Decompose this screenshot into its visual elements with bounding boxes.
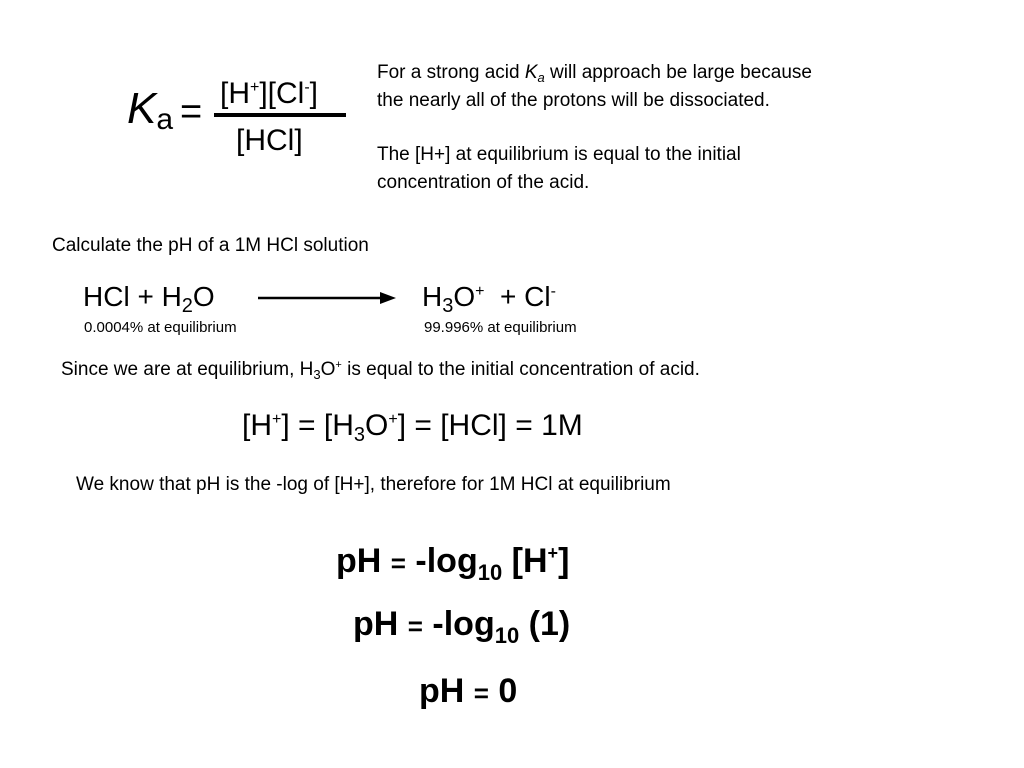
since-statement bbox=[61, 356, 700, 384]
ka-equals-sign: = bbox=[180, 91, 203, 133]
numerator-h-open: [H bbox=[220, 77, 250, 110]
ph-definition-statement: We know that pH is the -log of [H+], therefore for 1M HCl at equilibrium bbox=[76, 474, 671, 495]
ka-denominator: [HCl] bbox=[236, 124, 303, 157]
problem-prompt: Calculate the pH of a 1M HCl solution bbox=[52, 235, 369, 256]
numerator-cl-mid: ][Cl bbox=[259, 77, 305, 110]
ph-step-1-base: 10 bbox=[477, 560, 503, 585]
ph-step-2-arg: (1) bbox=[519, 605, 571, 643]
ph-step-3-result: 0 bbox=[488, 672, 518, 710]
ph-step-3-ph: pH bbox=[419, 672, 474, 710]
equality-end: ] = [HCl] = 1M bbox=[397, 409, 583, 442]
note-ka-k: K bbox=[524, 62, 538, 83]
ph-step-1-arg-close: ] bbox=[558, 542, 570, 580]
note-equilibrium-line2: concentration of the acid. bbox=[377, 172, 590, 193]
note-strong-acid-part1: For a strong acid bbox=[377, 62, 525, 83]
ka-k: K bbox=[127, 84, 157, 133]
ph-step-3-eq: = bbox=[473, 678, 489, 708]
product-h: H bbox=[422, 281, 443, 312]
ph-step-2-base: 10 bbox=[494, 623, 520, 648]
equality-o: O bbox=[365, 409, 389, 442]
equality-mid: ] = [H bbox=[281, 409, 354, 442]
note-strong-acid-line2: the nearly all of the protons will be dissociated. bbox=[377, 90, 770, 111]
products bbox=[422, 280, 556, 317]
equality-sub3: 3 bbox=[353, 424, 365, 446]
product-chloride: + Cl bbox=[484, 281, 551, 312]
reactant-water-o: O bbox=[192, 281, 215, 312]
since-plus: + bbox=[335, 359, 342, 371]
reaction-arrow bbox=[256, 288, 396, 308]
ph-step-1-ph: pH bbox=[336, 542, 391, 580]
equality-h-open: [H bbox=[242, 409, 272, 442]
ka-numerator bbox=[220, 70, 318, 112]
product-chloride-charge: - bbox=[550, 283, 556, 300]
ka-subscript: a bbox=[156, 103, 174, 136]
fraction-bar bbox=[214, 113, 346, 117]
ph-step-1-plus: + bbox=[547, 543, 559, 563]
product-h3-sub: 3 bbox=[442, 295, 454, 317]
equality-o-plus: + bbox=[388, 411, 398, 428]
numerator-cl-charge: - bbox=[304, 79, 310, 96]
note-strong-acid-part2: will approach be large because bbox=[544, 62, 812, 83]
since-sub3: 3 bbox=[313, 367, 321, 382]
product-o: O bbox=[453, 281, 476, 312]
reactant-percent: 0.0004% at equilibrium bbox=[84, 319, 237, 336]
ph-step-1-log: -log bbox=[405, 542, 478, 580]
ph-step-1-eq: = bbox=[390, 548, 406, 578]
ph-step-3 bbox=[419, 670, 517, 714]
numerator-close: ] bbox=[309, 77, 319, 110]
ph-step-2-log: -log bbox=[422, 605, 495, 643]
since-part2: is equal to the initial concentration of acid. bbox=[341, 359, 700, 380]
ka-symbol bbox=[127, 84, 173, 139]
since-o: O bbox=[320, 359, 336, 380]
reactant-water-sub: 2 bbox=[181, 295, 193, 317]
product-percent: 99.996% at equilibrium bbox=[424, 319, 577, 336]
reactants bbox=[83, 280, 215, 317]
note-strong-acid bbox=[377, 59, 812, 115]
ph-step-1 bbox=[336, 540, 569, 584]
ph-step-2-eq: = bbox=[407, 611, 423, 641]
numerator-h-charge: + bbox=[250, 79, 260, 96]
ph-step-1-arg-open: [H bbox=[502, 542, 548, 580]
ph-step-2-ph: pH bbox=[353, 605, 408, 643]
equality-h-plus: + bbox=[272, 411, 282, 428]
reactant-hcl: HCl + H bbox=[83, 281, 182, 312]
ph-step-2 bbox=[353, 603, 570, 647]
note-equilibrium-line1: The [H+] at equilibrium is equal to the initial bbox=[377, 144, 741, 165]
concentration-equality bbox=[242, 408, 583, 444]
note-equilibrium bbox=[377, 141, 741, 197]
note-ka-a: a bbox=[537, 70, 545, 85]
product-hydronium-charge: + bbox=[475, 283, 485, 300]
since-part1: Since we are at equilibrium, H bbox=[61, 359, 314, 380]
